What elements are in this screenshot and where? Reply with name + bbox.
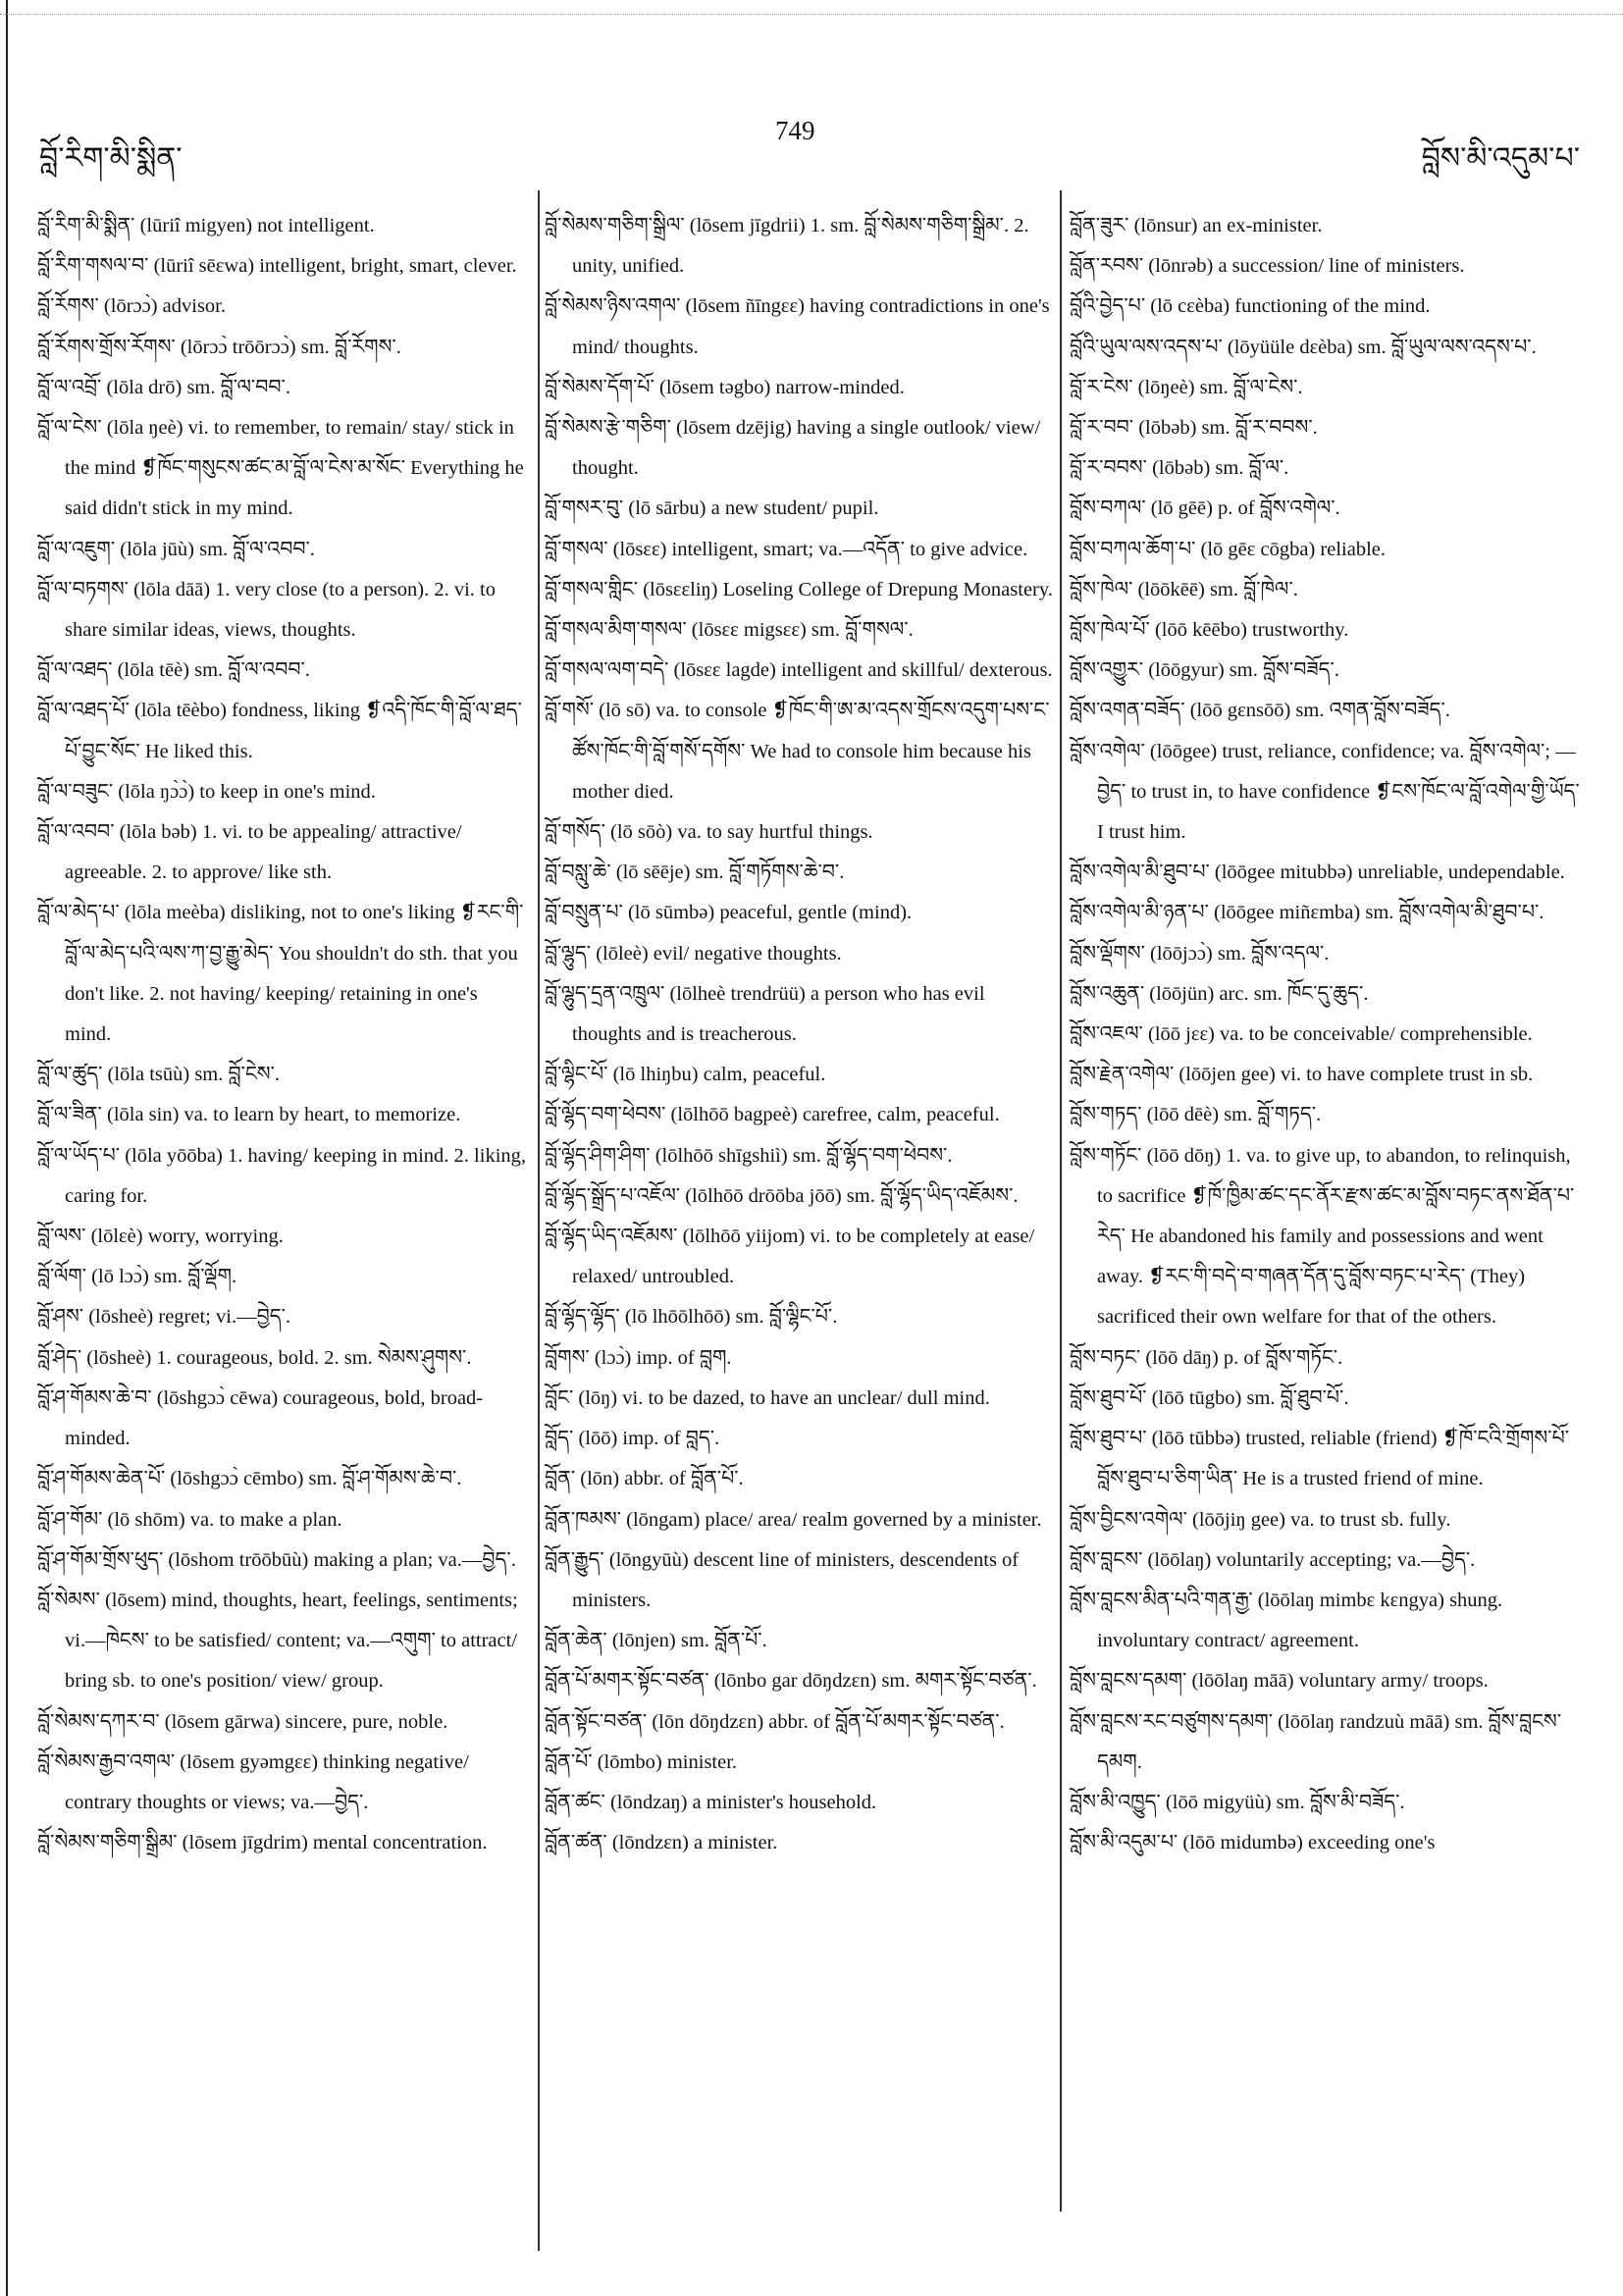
dictionary-entry: བློ་ཤ་གོམ་གྲོས་ཕུད་ (lōshom trōōbūù) making a plan; va.—བྱེད་. [37,1548,516,1571]
dictionary-column-2 [545,206,1055,1863]
dictionary-entry: བློ་གསལ་ལག་བདེ་ (lōsεε lagde) intelligent and skillful/ dexterous. [545,659,1053,682]
dictionary-entry: བློ་སེམས་རྒྱབ་འགལ་ (lōsem gyəmgεε) thinking negative/ contrary thoughts or views; va.—བྱེད་. [37,1750,469,1813]
dictionary-entry: བློ་ལྷོད་བག་ཕེབས་ (lōlhōō bagpeè) carefree, calm, peaceful. [545,1104,1000,1126]
dictionary-entry: བློ་ཤེད་ (lōsheè) 1. courageous, bold. 2. sm. སེམས་ཤུགས་. [37,1346,472,1369]
dictionary-entry: བློས་འཆུན་ (lōōjün) arc. sm. ཁོང་དུ་ཆུད་. [1070,982,1369,1005]
scan-top-edge [0,14,1623,15]
dictionary-entry: བློ་ལོག་ (lō lɔɔ̀) sm. བློ་ལྡོག. [37,1266,237,1288]
dictionary-entry: བློན་པོ་མགར་སྟོང་བཙན་ (lōnbo gar dōŋdzεn) sm. མགར་སྟོང་བཙན་. [545,1670,1037,1693]
dictionary-entry: བློ་ལ་བཟུང་ (lōla ŋɔ̀ɔ̀) to keep in one's mind. [37,780,376,803]
dictionary-entry: བློ་གསལ་གླིང་ (lōsεεliŋ) Loseling College of Drepung Monastery. [545,578,1053,600]
dictionary-entry: བློའི་བྱེད་པ་ (lō cεèba) functioning of the mind. [1070,295,1431,318]
dictionary-entry: བློ་ཤ་གོམ་ (lō shōm) va. to make a plan. [37,1508,342,1531]
dictionary-entry: བློ་སེམས་ (lōsem) mind, thoughts, heart, feelings, sentiments; vi.—ཁེངས་ to be satisfied/ content; va.—འགུག་ to attract/ bring sb. to one's position/ view/ group. [37,1589,518,1693]
dictionary-entry: བློན་ཚང་ (lōndzaŋ) a minister's household. [545,1791,877,1813]
scan-edge [6,0,8,2296]
dictionary-entry: བློ་གསོད་ (lō sōò) va. to say hurtful things. [545,821,873,844]
dictionary-entry: བློགས་ (lɔɔ̀) imp. of བླག. [545,1346,732,1369]
dictionary-entry: བློས་འགེལ་ (lōōgee) trust, reliance, confidence; va. བློས་འགེལ་; —བྱེད་ to trust in, to have confidence ❡ངས་ཁོང་ལ་བློ་འགེལ་གྱི་ཡོད་ I trust him. [1070,740,1580,844]
dictionary-entry: བློན་རྒྱུད་ (lōngyūù) descent line of ministers, descendents of ministers. [545,1548,1020,1611]
dictionary-entry: བློན་པོ་ (lōmbo) minister. [545,1750,738,1773]
dictionary-entry: བློ་ཤ་གོམས་ཆེན་པོ་ (lōshgɔɔ̀ cēmbo) sm. བློ་ཤ་གོམས་ཆེ་བ་. [37,1468,462,1490]
dictionary-entry: བློ་ལ་ཟིན་ (lōla sin) va. to learn by heart, to memorize. [37,1104,461,1126]
dictionary-entry: བློས་འཇལ་ (lōō jεε) va. to be conceivable/ comprehensible. [1070,1023,1533,1046]
dictionary-entry: བློན་ (lōn) abbr. of བློན་པོ་. [545,1468,744,1490]
dictionary-entry: བློའི་ཡུལ་ལས་འདས་པ་ (lōyüüle dεèba) sm. བློ་ཡུལ་ལས་འདས་པ་. [1070,336,1537,358]
dictionary-entry: བློ་ལ་མེད་པ་ (lōla meèba) disliking, not to one's liking ❡རང་གི་བློ་ལ་མེད་པའི་ལས་ཀ་བྱ་རྒྱུ་མེད་ You shouldn't do sth. that you don't like. 2. not having/ keeping/ retaining in one's mind. [37,902,524,1046]
dictionary-entry: བློས་རྗེན་འགེལ་ (lōōjen gee) vi. to have complete trust in sb. [1070,1064,1534,1086]
dictionary-entry: བློ་ར་བབ་ (lōbəb) sm. བློ་ར་བབས་. [1070,417,1318,440]
column-divider [538,190,540,2251]
dictionary-entry: བློ་སེམས་གཅིག་སྒྲིལ་ (lōsem jīgdrii) 1. sm. བློ་སེམས་གཅིག་སྒྲིམ་. 2. unity, unified. [545,215,1029,278]
dictionary-entry: བློས་ཁེལ་པོ་ (lōō kēēbo) trustworthy. [1070,619,1349,642]
dictionary-entry: བློ་ལྷུད་དྲན་འཁྲུལ་ (lōlheè trendrüü) a person who has evil thoughts and is treacherous. [545,982,985,1046]
dictionary-entry: བློ་ལ་འཇུག་ (lōla jūù) sm. བློ་ལ་འབབ་. [37,538,315,560]
dictionary-entry: བློས་བླངས་དམག་ (lōōlaŋ māā) voluntary army/ troops. [1070,1670,1489,1693]
dictionary-entry: བློ་རིག་གསལ་བ་ (lūriî sēεwa) intelligent, bright, smart, clever. [37,255,517,278]
dictionary-entry: བློ་ལ་ངེས་ (lōla ŋeè) vi. to remember, to remain/ stay/ stick in the mind ❡ཁོང་གསུངས་ཚང་མ་བློ་ལ་ངེས་མ་སོང་ Everything he said didn't stick in my mind. [37,417,524,520]
dictionary-column-3 [1070,206,1585,1863]
dictionary-entry: བློ་ལྷོད་སྒྲོད་པ་འཇོལ་ (lōlhōō drōōba jōō) sm. བློ་ལྷོད་ཡིད་འཇོམས་. [545,1184,1019,1207]
dictionary-entry: བློ་ལྷོད་ལྷོད་ (lō lhōōlhōō) sm. བློ་ལྷིང་པོ་. [545,1306,838,1329]
left-running-head: བློ་རིག་མི་སྨིན་ [39,141,183,176]
right-running-head: བློས་མི་འདུམ་པ་ [1421,141,1580,176]
dictionary-entry: བློས་བླངས་རང་བཙུགས་དམག་ (lōōlaŋ randzuù māā) sm. བློས་བླངས་དམག. [1070,1710,1562,1773]
dictionary-entry: བློ་གསལ་ (lōsεε) intelligent, smart; va.—འདོན་ to give advice. [545,538,1028,560]
dictionary-entry: བློ་རིག་མི་སྨིན་ (lūriî migyen) not intelligent. [37,215,375,236]
dictionary-entry: བློ་ལ་ཡོད་པ་ (lōla yōōba) 1. having/ keeping in mind. 2. liking, caring for. [37,1144,527,1207]
dictionary-entry: བློ་བསླུ་ཆེ་ (lō sēēje) sm. བློ་གཏོགས་ཆེ་བ་. [545,861,845,884]
dictionary-entry: བློ་ལ་འབྲོ་ (lōla drō) sm. བློ་ལ་བབ་. [37,376,290,398]
dictionary-entry: བློས་ལྡོགས་ (lōōjɔɔ̀) sm. བློས་འདལ་. [1070,942,1330,965]
dictionary-entry: བློ་སེམས་དཀར་བ་ (lōsem gārwa) sincere, pure, noble. [37,1710,448,1733]
dictionary-entry: བློ་གསར་བུ་ (lō sārbu) a new student/ pupil. [545,497,879,520]
dictionary-entry: བློ་ར་ངེས་ (lōŋeè) sm. བློ་ལ་ངེས་. [1070,376,1303,398]
dictionary-entry: བློས་ཐུབ་པོ་ (lōō tūgbo) sm. བློ་ཐུབ་པོ་. [1070,1386,1349,1409]
column-divider [1060,190,1062,2212]
dictionary-entry: བློས་བཀལ་ཆོག་པ་ (lō gēε cōgba) reliable. [1070,538,1387,560]
dictionary-entry: བློན་ཚན་ (lōndzεn) a minister. [545,1832,778,1854]
dictionary-entry: བློ་ར་བབས་ (lōbəb) sm. བློ་ལ་. [1070,457,1289,480]
dictionary-entry: བློ་རོགས་གྲོས་རོགས་ (lōrɔɔ̀ trōōrɔɔ̀) sm. བློ་རོགས་. [37,336,401,358]
dictionary-entry: བློས་གཏད་ (lōō dēè) sm. བློ་གཏད་. [1070,1104,1322,1126]
dictionary-entry: བློས་ཐུབ་པ་ (lōō tūbbə) trusted, reliable (friend) ❡ཁོ་ངའི་གྲོགས་པོ་བློས་ཐུབ་པ་ཅིག་ཡིན་ He is a trusted friend of mine. [1070,1428,1570,1490]
dictionary-entry: བློ་སེམས་དོག་པོ་ (lōsem təgbo) narrow-minded. [545,376,905,398]
dictionary-entry: བློ་ལྷོད་ཡིད་འཇོམས་ (lōlhōō yiijom) vi. to be completely at ease/ relaxed/ untroubled. [545,1226,1035,1288]
dictionary-entry: བློ་ལ་བཏགས་ (lōla dāā) 1. very close (to a person). 2. vi. to share similar ideas, views, thoughts. [37,578,496,642]
dictionary-entry: བློན་རབས་ (lōnrəb) a succession/ line of ministers. [1070,255,1465,278]
dictionary-entry: བློས་འགན་བཟོད་ (lōō gεnsōō) sm. འགན་བློས་བཟོད་. [1070,700,1450,722]
dictionary-entry: བློ་ཤས་ (lōsheè) regret; vi.—བྱེད་. [37,1306,291,1329]
dictionary-entry: བློ་ལྷོད་ཤིག་ཤིག་ (lōlhōō shīgshiì) sm. བློ་ལྷོད་བག་ཕེབས་. [545,1144,953,1167]
dictionary-entry: བློ་གསོ་ (lō sō) va. to console ❡ཁོང་གི་ཨ་མ་འདས་གྲོངས་འདུག་པས་ང་ཚོས་ཁོང་གི་བློ་གསོ་དགོས་ We had to console him because his mother died. [545,700,1050,803]
dictionary-entry: བློས་བླངས་ (lōōlaŋ) voluntarily accepting; va.—བྱེད་. [1070,1548,1476,1571]
dictionary-entry: བློ་ལ་འཐད་པོ་ (lōla tēèbo) fondness, liking ❡འདི་ཁོང་གི་བློ་ལ་ཐད་པོ་བྱུང་སོང་ He liked this. [37,700,522,762]
dictionary-entry: བློ་སེམས་གཅིག་སྒྲིམ་ (lōsem jīgdrim) mental concentration. [37,1832,488,1854]
dictionary-entry: བློ་རོགས་ (lōrɔɔ̀) advisor. [37,295,227,318]
dictionary-entry: བློན་ཟུར་ (lōnsur) an ex-minister. [1070,215,1323,236]
dictionary-entry: བློས་གཏོང་ (lōō dōŋ) 1. va. to give up, to abandon, to relinquish, to sacrifice ❡ཁོ་ཁྱིམ་ཚང་དང་ནོར་རྫས་ཚང་མ་བློས་བཏང་ནས་ཐོན་པ་རེད་ He abandoned his family and possessions and went away. ❡རང་གི་བདེ་བ་གཞན་དོན་དུ་བློས་བཏང་པ་རེད་ (They) sacrificed their own welfare for that of the others. [1070,1144,1575,1329]
dictionary-entry: བློ་ཤ་གོམས་ཆེ་བ་ (lōshgɔɔ̀ cēwa) courageous, bold, broad-minded. [37,1386,484,1450]
dictionary-entry: བློ་ལ་འབབ་ (lōla bəb) 1. vi. to be appealing/ attractive/ agreeable. 2. to approve/ like sth. [37,821,462,884]
dictionary-entry: བློས་འགྱུར་ (lōōgyur) sm. བློས་བཟོད་. [1070,659,1339,682]
dictionary-entry: བློ་སེམས་ཉིས་འགལ་ (lōsem ñīngεε) having contradictions in one's mind/ thoughts. [545,295,1050,358]
dictionary-entry: བློན་ཁམས་ (lōngam) place/ area/ realm governed by a minister. [545,1508,1042,1531]
page-number: 749 [775,116,815,145]
dictionary-entry: བློ་ལྷིང་པོ་ (lō lhiŋbu) calm, peaceful. [545,1064,826,1086]
dictionary-entry: བློས་བཏང་ (lōō dāŋ) p. of བློས་གཏོང་. [1070,1346,1343,1369]
dictionary-entry: བློས་འགེལ་མི་ཐུབ་པ་ (lōōgee mitubbə) unreliable, undependable. [1070,861,1565,884]
dictionary-entry: བློན་ཆེན་ (lōnjen) sm. བློན་པོ་. [545,1630,767,1652]
dictionary-entry: བློས་བཀལ་ (lō gēē) p. of བློས་འགེལ་. [1070,497,1340,520]
dictionary-entry: བློས་ཁེལ་ (lōōkēē) sm. བློ་ཁེལ་. [1070,578,1298,600]
dictionary-entry: བློས་མི་འཁྱུད་ (lōō migyüù) sm. བློས་མི་བཟོད་. [1070,1791,1405,1813]
dictionary-entry: བློ་ལ་འཐད་ (lōla tēè) sm. བློ་ལ་འབབ་. [37,659,310,682]
dictionary-entry: བློས་བྱིངས་འགེལ་ (lōōjiŋ gee) va. to trust sb. fully. [1070,1508,1451,1531]
dictionary-entry: བློན་སྟོང་བཙན་ (lōn dōŋdzεn) abbr. of བློན་པོ་མགར་སྟོང་བཙན་. [545,1710,1005,1733]
dictionary-entry: བློ་ལས་ (lōlεè) worry, worrying. [37,1226,284,1248]
dictionary-entry: བློ་གསལ་མིག་གསལ་ (lōsεε migsεε) sm. བློ་གསལ་. [545,619,914,642]
dictionary-entry: བློ་སེམས་རྩེ་གཅིག་ (lōsem dzējig) having a single outlook/ view/ thought. [545,417,1041,480]
dictionary-entry: བློས་མི་འདུམ་པ་ (lōō midumbə) exceeding one's [1070,1832,1436,1854]
dictionary-column-1 [37,206,528,1863]
dictionary-entry: བློ་ལ་ཚུད་ (lōla tsūù) sm. བློ་ངེས་. [37,1064,281,1086]
dictionary-entry: བློས་འགེལ་མི་ཉན་པ་ (lōōgee miñεmba) sm. བློས་འགེལ་མི་ཐུབ་པ་. [1070,902,1544,924]
dictionary-entry: བློས་བླངས་མིན་པའི་གན་རྒྱ་ (lōōlaŋ mimbε kεngya) shung. involuntary contract/ agreement. [1070,1589,1503,1652]
dictionary-entry: བློ་ལྷུད་ (lōleè) evil/ negative thoughts. [545,942,842,965]
dictionary-entry: བློང་ (lōŋ) vi. to be dazed, to have an unclear/ dull mind. [545,1386,990,1409]
dictionary-entry: བློ་བསྲུན་པ་ (lō sūmbə) peaceful, gentle (mind). [545,902,913,924]
dictionary-entry: བློད་ (lōō) imp. of བླད་. [545,1428,720,1450]
